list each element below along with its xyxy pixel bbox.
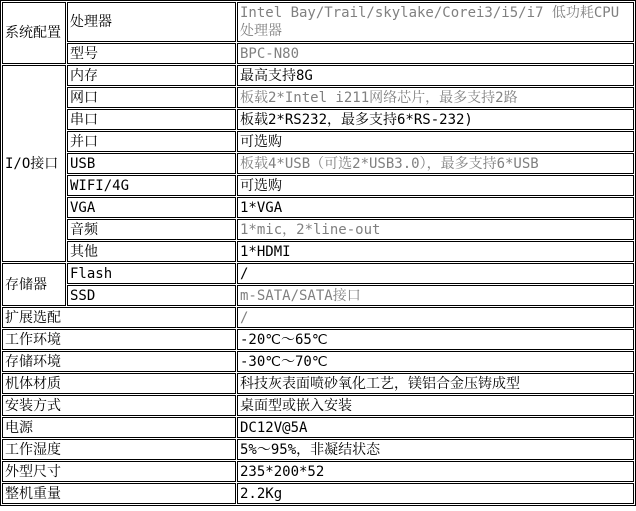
spec-label-cell: 其他 xyxy=(67,241,236,262)
table-row xyxy=(2,241,634,262)
table-row xyxy=(2,483,634,504)
spec-label-cell: 处理器 xyxy=(67,2,236,42)
spec-value-cell: 1*mic，2*line-out xyxy=(237,219,634,240)
group-label-cell: I/O接口 xyxy=(2,65,66,262)
table-row xyxy=(2,461,634,482)
spec-label-cell: 整机重量 xyxy=(2,483,236,504)
spec-value-cell: Intel Bay/Trail/skylake/Corei3/i5/i7 低功耗CPU处理器 xyxy=(237,2,634,42)
spec-value-cell: 2.2Kg xyxy=(237,483,634,504)
spec-label-cell: USB xyxy=(67,153,236,174)
spec-label-cell: 内存 xyxy=(67,65,236,86)
spec-value-cell: 板载2*Intel i211网络芯片，最多支持2路 xyxy=(237,87,634,108)
spec-value-cell: 可选购 xyxy=(237,175,634,196)
table-row xyxy=(2,197,634,218)
spec-value-cell: 1*HDMI xyxy=(237,241,634,262)
table-row xyxy=(2,87,634,108)
table-row xyxy=(2,219,634,240)
spec-value-cell: 板载4*USB（可选2*USB3.0），最多支持6*USB xyxy=(237,153,634,174)
spec-value-cell: 最高支持8G xyxy=(237,65,634,86)
spec-value-cell: 科技灰表面喷砂氧化工艺，镁铝合金压铸成型 xyxy=(237,373,634,394)
table-row xyxy=(2,153,634,174)
spec-value-cell: 桌面型或嵌入安装 xyxy=(237,395,634,416)
spec-label-cell: Flash xyxy=(67,263,236,284)
spec-value-cell: DC12V@5A xyxy=(237,417,634,438)
spec-value-cell: -30℃～70℃ xyxy=(237,351,634,372)
group-label-cell: 系统配置 xyxy=(2,2,66,64)
spec-value-cell: 5%～95%，非凝结状态 xyxy=(237,439,634,460)
table-row xyxy=(2,263,634,284)
spec-label-cell: 工作湿度 xyxy=(2,439,236,460)
table-row xyxy=(2,175,634,196)
spec-value-cell: m-SATA/SATA接口 xyxy=(237,285,634,306)
table-row xyxy=(2,351,634,372)
spec-label-cell: 串口 xyxy=(67,109,236,130)
spec-label-cell: 扩展选配 xyxy=(2,307,236,328)
spec-label-cell: 并口 xyxy=(67,131,236,152)
spec-label-cell: 网口 xyxy=(67,87,236,108)
spec-value-cell: -20℃～65℃ xyxy=(237,329,634,350)
spec-value-cell: 可选购 xyxy=(237,131,634,152)
table-row xyxy=(2,43,634,64)
spec-label-cell: 工作环境 xyxy=(2,329,236,350)
group-label-cell: 存储器 xyxy=(2,263,66,306)
table-row xyxy=(2,417,634,438)
table-row xyxy=(2,65,634,86)
spec-label-cell: 机体材质 xyxy=(2,373,236,394)
table-row xyxy=(2,109,634,130)
spec-label-cell: WIFI/4G xyxy=(67,175,236,196)
spec-value-cell: / xyxy=(237,263,634,284)
spec-value-cell: 1*VGA xyxy=(237,197,634,218)
table-row xyxy=(2,131,634,152)
spec-label-cell: 存储环境 xyxy=(2,351,236,372)
table-row xyxy=(2,395,634,416)
table-row xyxy=(2,307,634,328)
spec-value-cell: 板载2*RS232，最多支持6*RS-232) xyxy=(237,109,634,130)
spec-label-cell: 安装方式 xyxy=(2,395,236,416)
spec-label-cell: 外型尺寸 xyxy=(2,461,236,482)
spec-label-cell: 电源 xyxy=(2,417,236,438)
spec-label-cell: 型号 xyxy=(67,43,236,64)
table-row xyxy=(2,285,634,306)
table-row xyxy=(2,329,634,350)
spec-label-cell: 音频 xyxy=(67,219,236,240)
spec-table-body xyxy=(2,2,634,504)
spec-label-cell: SSD xyxy=(67,285,236,306)
spec-value-cell: 235*200*52 xyxy=(237,461,634,482)
table-row xyxy=(2,439,634,460)
table-row xyxy=(2,2,634,42)
table-row xyxy=(2,373,634,394)
spec-label-cell: VGA xyxy=(67,197,236,218)
spec-value-cell: / xyxy=(237,307,634,328)
spec-value-cell: BPC-N80 xyxy=(237,43,634,64)
